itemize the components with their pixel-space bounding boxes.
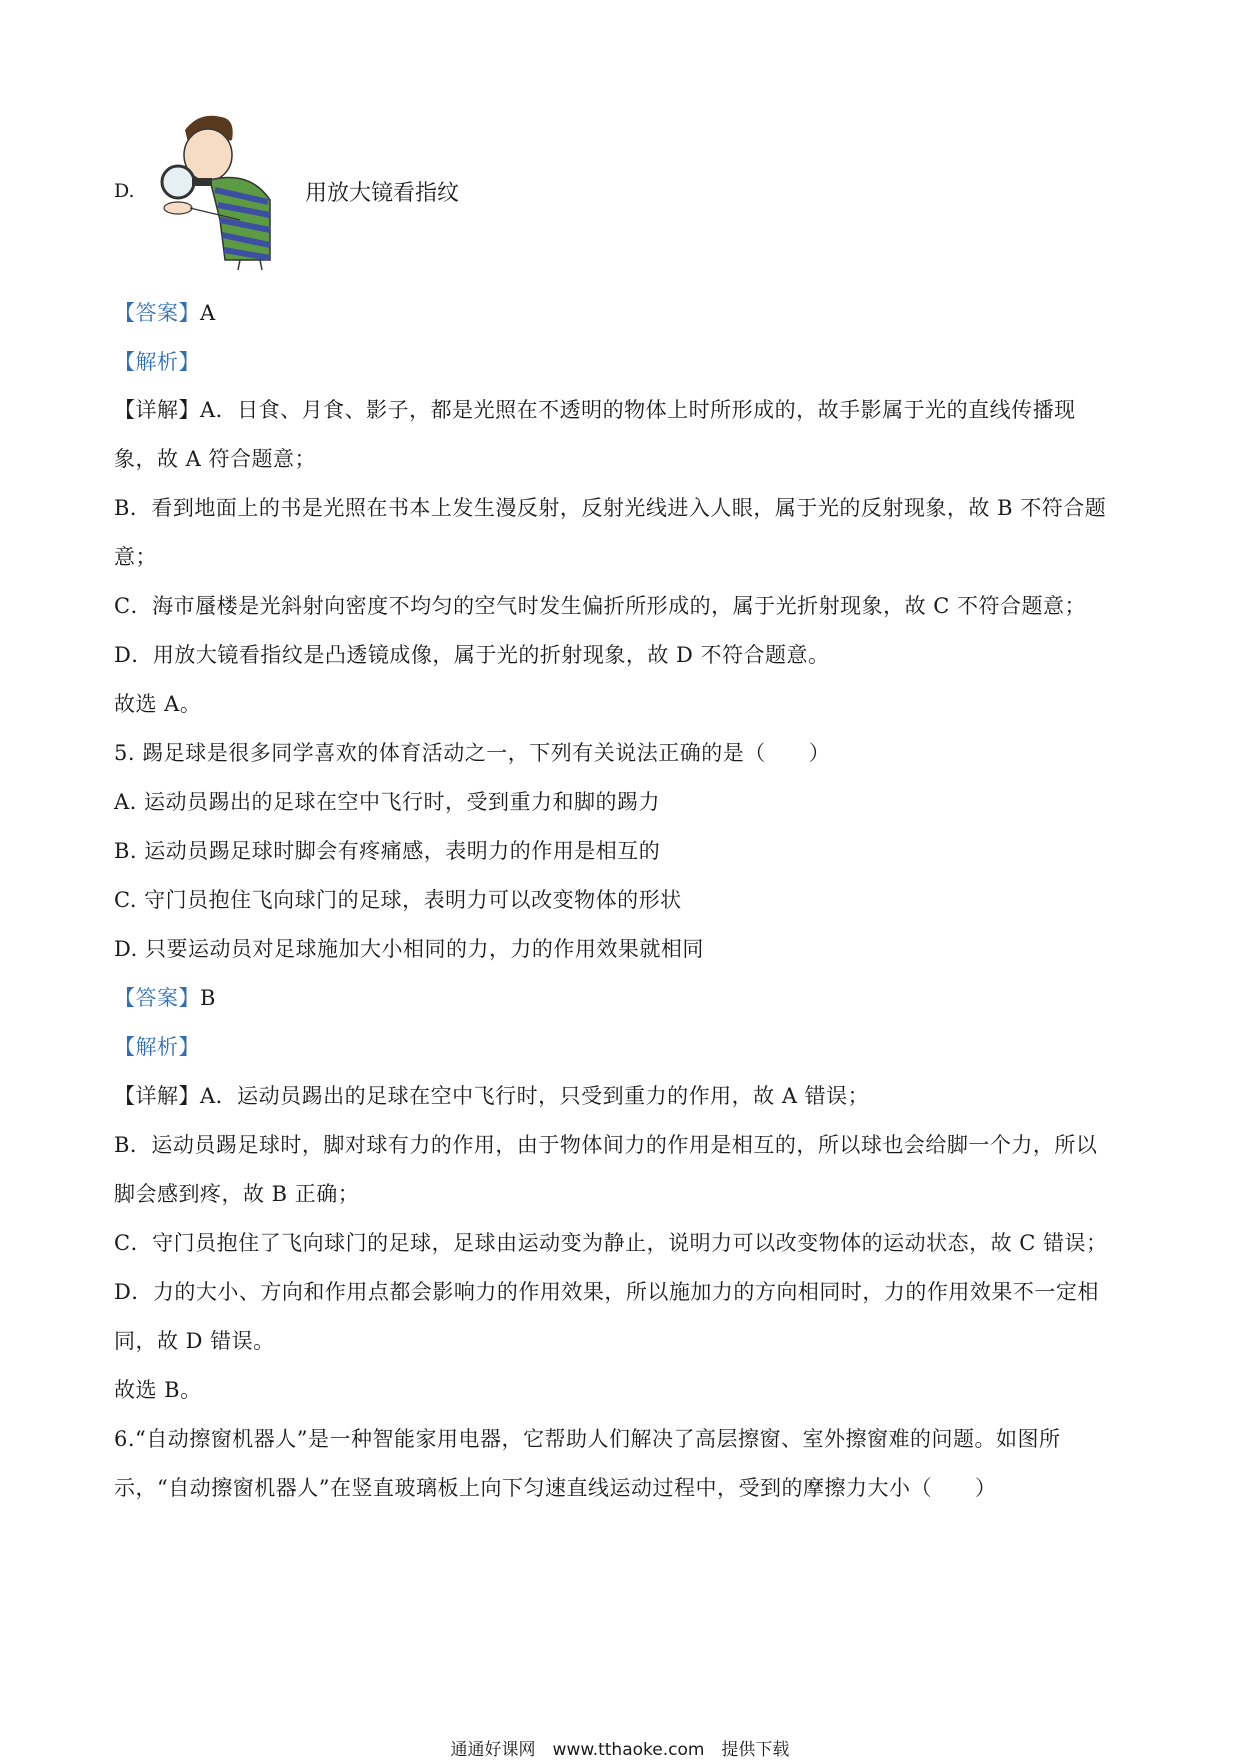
q5-detail-line-1: B．运动员踢足球时，脚对球有力的作用，由于物体间力的作用是相互的，所以球也会给脚一个力，所以 [114,1133,1098,1157]
detail-text: A．运动员踢出的足球在空中飞行时，只受到重力的作用，故 A 错误； [200,1084,870,1108]
q5-detail-line-3: C．守门员抱住了飞向球门的足球，足球由运动变为静止，说明力可以改变物体的运动状态，故 C 错误； [114,1231,1108,1255]
q4-detail-line-3: 意； [114,545,157,569]
detail-label: 【详解】 [114,398,200,422]
answer-value: A [200,301,216,325]
q5-answer [114,983,216,1013]
q4-analysis-label: 【解析】 [114,350,200,374]
q5-conclusion: 故选 B。 [114,1378,202,1402]
q4-detail-line-0 [114,395,1076,425]
option-d-text: 用放大镜看指纹 [305,181,460,206]
answer-label: 【答案】 [114,301,200,325]
q6-stem-line-1: 示，“自动擦窗机器人”在竖直玻璃板上向下匀速直线运动过程中，受到的摩擦力大小（ ） [114,1476,997,1500]
q5-detail-line-4: D．力的大小、方向和作用点都会影响力的作用效果，所以施加力的方向相同时，力的作用效果不一定相 [114,1280,1099,1304]
q5-detail-line-5: 同，故 D 错误。 [114,1329,275,1353]
q5-stem: 5. 踢足球是很多同学喜欢的体育活动之一，下列有关说法正确的是（ ） [114,741,831,765]
q4-answer [114,298,216,328]
magnifier-boy-illustration [150,110,300,270]
page-footer: 通通好课网 www.tthaoke.com 提供下载 [450,1740,790,1760]
q5-option-b: B. 运动员踢足球时脚会有疼痛感，表明力的作用是相互的 [114,839,661,863]
detail-label: 【详解】 [114,1084,200,1108]
q5-detail-line-0 [114,1081,869,1111]
q5-option-c: C. 守门员抱住飞向球门的足球，表明力可以改变物体的形状 [114,888,682,912]
q6-stem-line-0: 6.“自动擦窗机器人”是一种智能家用电器，它帮助人们解决了高层擦窗、室外擦窗难的问题。如图所 [114,1427,1061,1451]
q4-detail-line-5: D．用放大镜看指纹是凸透镜成像，属于光的折射现象，故 D 不符合题意。 [114,643,830,667]
q5-analysis-label: 【解析】 [114,1035,200,1059]
q4-detail-line-4: C．海市蜃楼是光斜射向密度不均匀的空气时发生偏折所形成的，属于光折射现象，故 C 不符合题意； [114,594,1086,618]
answer-label: 【答案】 [114,986,200,1010]
q4-conclusion: 故选 A。 [114,692,202,716]
detail-text: A．日食、月食、影子，都是光照在不透明的物体上时所形成的，故手影属于光的直线传播现 [200,398,1076,422]
q4-detail-line-2: B．看到地面上的书是光照在书本上发生漫反射，反射光线进入人眼，属于光的反射现象，故 B 不符合题 [114,496,1107,520]
q5-detail-line-2: 脚会感到疼，故 B 正确； [114,1182,360,1206]
q5-option-a: A. 运动员踢出的足球在空中飞行时，受到重力和脚的踢力 [114,790,661,814]
option-d-letter: D. [114,180,135,202]
q4-detail-line-1: 象，故 A 符合题意； [114,447,317,471]
answer-value: B [200,986,216,1010]
q5-option-d: D. 只要运动员对足球施加大小相同的力，力的作用效果就相同 [114,937,704,961]
